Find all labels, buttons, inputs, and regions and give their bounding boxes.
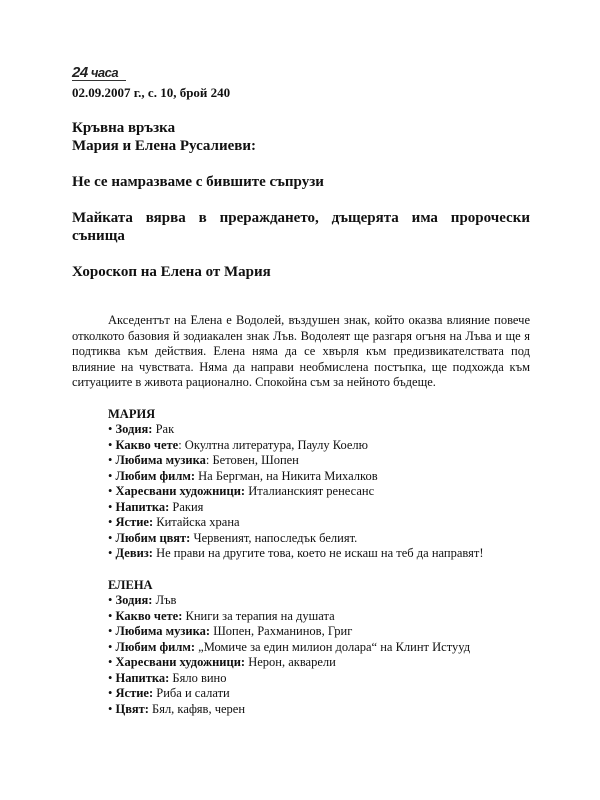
list-item: • Любима музика: Бетовен, Шопен xyxy=(108,453,299,467)
horoscope-heading: Хороскоп на Елена от Мария xyxy=(72,264,271,280)
list-item: • Какво чете: Окултна литература, Паулу Коелю xyxy=(108,437,368,452)
logo-number: 24 xyxy=(72,64,88,81)
list-item: • Харесвани художници: Нерон, акварели xyxy=(108,655,336,669)
subheadline: Майката вярва в прераждането, дъщерята има пророчески сънища xyxy=(72,210,530,244)
elena-list xyxy=(108,593,530,717)
section-title: Кръвна връзка xyxy=(72,120,176,136)
elena-profile xyxy=(72,578,530,718)
list-item-motto: • Девиз: Не прави на другите това, което не искаш на теб да направят! xyxy=(108,546,484,560)
list-item: • Любима музика: Шопен, Рахманинов, Григ xyxy=(108,624,353,638)
list-item: • Любим филм: „Момиче за един милион долара“ на Клинт Истууд xyxy=(108,639,471,654)
article-title: Мария и Елена Русалиеви: xyxy=(72,138,256,154)
document-page xyxy=(72,64,530,717)
list-item: • Цвят: Бял, кафяв, черен xyxy=(108,701,246,716)
headline: Не се намразваме с бившите съпрузи xyxy=(72,174,324,190)
horoscope-paragraph: Акседентът на Елена е Водолей, въздушен знак, който оказва влияние повече отколкото базовия й зодиакален знак Лъв. Водолеят ще разгаря огъня на Лъва и ще я подтиква към действия. Елена няма да се хвърля към предизвикателствата под влияние на чувствата. Няма да направи необмислена постъпка, ще подхожда към ситуациите в живота рационално. Спокойна съм за нейното бъдеще. xyxy=(72,313,530,389)
newspaper-logo xyxy=(72,66,126,81)
list-item: • Какво чете: Книги за терапия на душата xyxy=(108,608,335,623)
maria-list xyxy=(108,422,530,562)
list-item: • Напитка: Бяло вино xyxy=(108,670,227,685)
list-item: • Ястие: Риба и салати xyxy=(108,686,230,700)
list-item: • Любим цвят: Червеният, напоследък белият. xyxy=(108,530,358,545)
publication-info: 02.09.2007 г., с. 10, брой 240 xyxy=(72,85,231,100)
maria-profile xyxy=(72,407,530,562)
list-item: • Любим филм: На Бергман, на Никита Михалков xyxy=(108,468,378,483)
list-item: • Ястие: Китайска храна xyxy=(108,515,240,529)
list-item: • Харесвани художници: Италианският ренесанс xyxy=(108,484,375,498)
logo-word: часа xyxy=(90,65,119,80)
elena-name: ЕЛЕНА xyxy=(108,577,153,592)
list-item: • Напитка: Ракия xyxy=(108,499,204,514)
maria-name: МАРИЯ xyxy=(108,406,156,421)
list-item: • Зодия: Лъв xyxy=(108,593,177,607)
title-block xyxy=(72,119,530,155)
list-item: • Зодия: Рак xyxy=(108,422,175,436)
